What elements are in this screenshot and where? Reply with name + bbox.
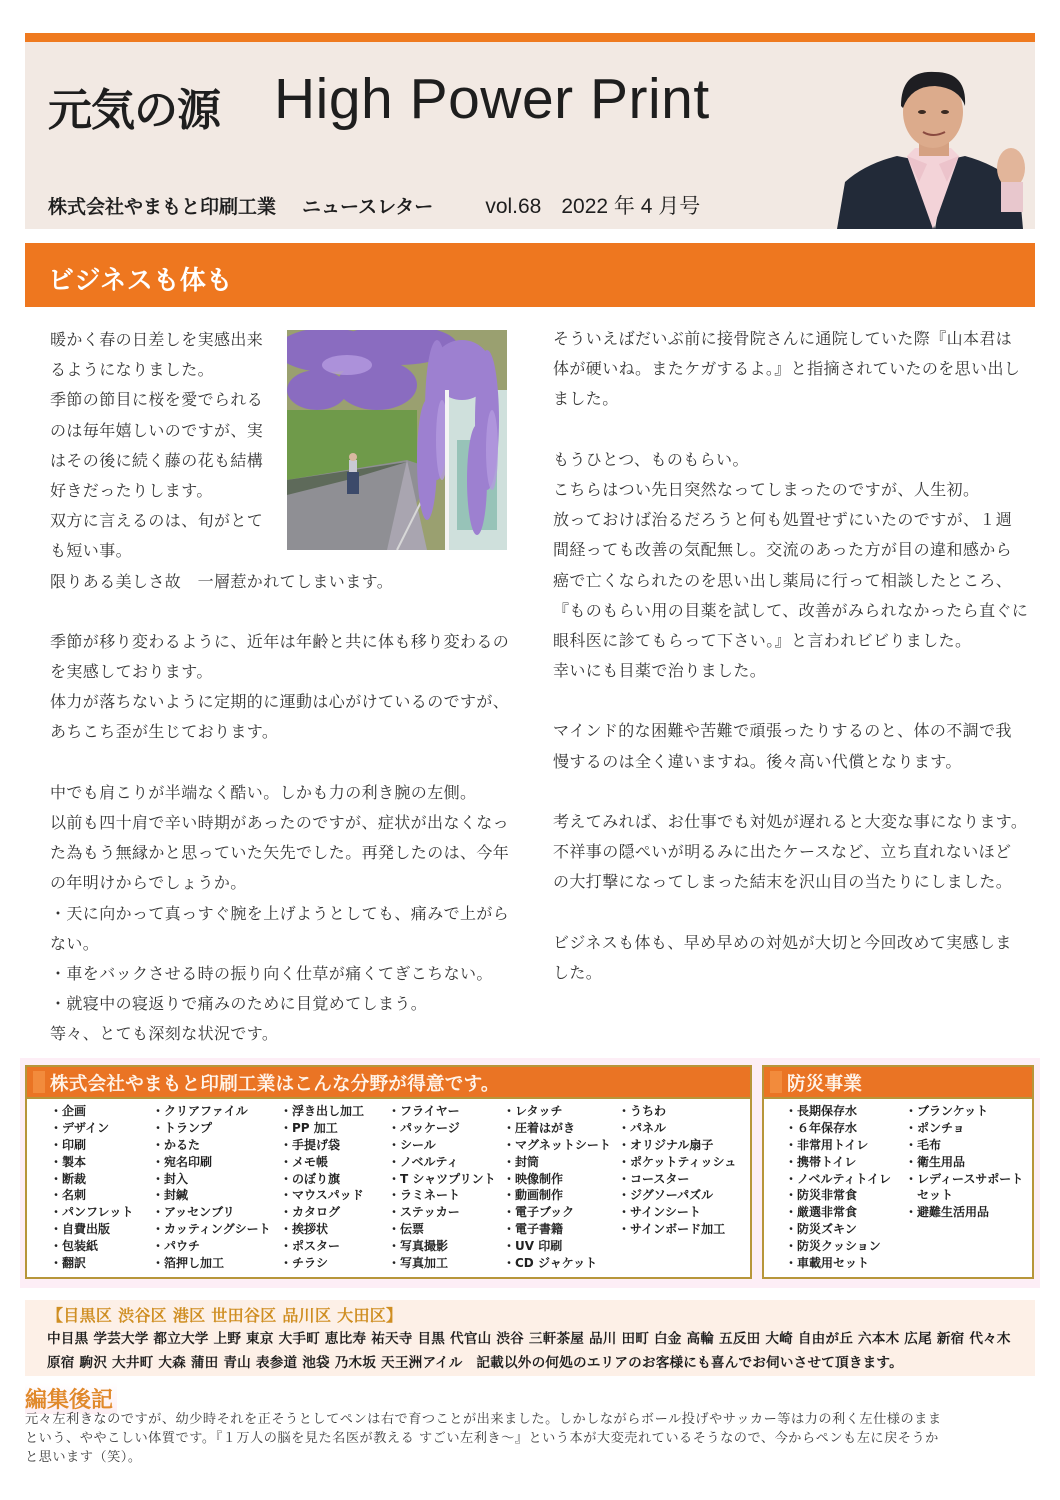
- service-item: ・サインボード加工: [618, 1222, 726, 1237]
- article-text-line: のは毎年嬉しいのですが、実: [50, 420, 264, 440]
- service-item: ・カタログ: [280, 1205, 341, 1220]
- service-item: ・チラシ: [280, 1256, 329, 1271]
- service-item: ・圧着はがき: [503, 1120, 576, 1135]
- services-box: [25, 1065, 752, 1279]
- disaster-item: セット: [905, 1188, 954, 1203]
- service-item: ・のぼり旗: [280, 1171, 341, 1186]
- disaster-item: ・防災クッション: [785, 1239, 881, 1254]
- article-text-line: [50, 748, 520, 778]
- services-title: 株式会社やまもと印刷工業はこんな分野が得意です。: [50, 1074, 500, 1095]
- service-item: ・パウチ: [152, 1239, 201, 1254]
- services-header: [27, 1067, 750, 1099]
- service-item: ・断裁: [50, 1171, 87, 1186]
- article-text-line: ビジネスも体も、早め早めの対処が大切と今回改めて実感しま: [553, 932, 1012, 952]
- article-text-line: の年明けからでしょうか。: [50, 873, 247, 893]
- article-text-line: 不祥事の隠ぺいが明るみに出たケースなど、立ち直れないほど: [553, 842, 1012, 862]
- article-text-line: [50, 597, 520, 627]
- service-item: ・宛名印刷: [152, 1154, 213, 1169]
- service-item: ・写真加工: [388, 1256, 449, 1271]
- service-item: ・マウスパッド: [280, 1188, 364, 1203]
- service-item: ・写真撮影: [388, 1239, 449, 1254]
- disaster-item: ・長期保存水: [785, 1104, 858, 1118]
- service-item: ・ポケットティッシュ: [618, 1154, 737, 1169]
- service-item: ・かるた: [152, 1137, 201, 1152]
- service-item: ・パッケージ: [388, 1120, 460, 1135]
- article-text-line: 放っておけば治るだろうと何も処置せずにいたのですが、１週: [553, 510, 1013, 530]
- service-item: ・UV 印刷: [503, 1239, 563, 1254]
- article-text-line: 間経っても改善の気配無し。交流のあった方が目の違和感から: [553, 540, 1013, 560]
- article-text-line: そういえばだいぶ前に接骨院さんに通院していた際『山本君は: [553, 329, 1013, 348]
- author-portrait-image: [835, 64, 1035, 229]
- masthead-subtitle: [48, 190, 700, 220]
- service-item: ・マグネットシート: [503, 1137, 611, 1152]
- disaster-item: ・レディースサポート: [905, 1171, 1024, 1186]
- article-text-line: 体が硬いね。またケガするよ。』と指摘されていたのを思い出し: [553, 359, 1021, 379]
- article-text-line: 眼科医に診てもらって下さい。』と言われビビりました。: [553, 630, 972, 650]
- article-text-line: 限りある美しさ故 一層惹かれてしまいます。: [50, 571, 394, 591]
- service-item: ・T シャツプリント: [388, 1171, 496, 1186]
- postscript-text-line: 元々左利きなのですが、幼少時それを正そうとしてペンは右で育つことが出来ました。しかしながらボール投げやサッカー等は力の利く左仕様のまま: [25, 1412, 942, 1427]
- service-item: ・印刷: [50, 1137, 87, 1152]
- service-item: ・コースター: [618, 1171, 690, 1186]
- service-item: ・映像制作: [503, 1171, 564, 1186]
- service-item: ・メモ帳: [280, 1154, 329, 1169]
- article-text-line: 好きだったりします。: [50, 480, 213, 500]
- article-text-line: [553, 415, 1033, 445]
- volume-number: vol.68: [485, 195, 542, 218]
- article-text-line: を実感しております。: [50, 662, 213, 682]
- article-text-line: 癌で亡くなられたのを思い出し薬局に行って相談したところ、: [553, 570, 1013, 590]
- article-text-line: した。: [553, 962, 603, 982]
- article-text-line: ・就寝中の寝返りで痛みのために目覚めてしまう。: [50, 994, 428, 1014]
- service-item: ・トランプ: [152, 1120, 213, 1135]
- disaster-item: ・衛生用品: [905, 1154, 966, 1169]
- disaster-item: ・防災非常食: [785, 1188, 858, 1203]
- service-item: ・デザイン: [50, 1120, 110, 1135]
- services-column: [280, 1103, 364, 1272]
- postscript-text-line: という、ややこしい体質です。『１万人の脳を見た名医が教える すごい左利き〜』という本が大変売れているそうなので、今からペンも左に戻そうか: [25, 1431, 939, 1446]
- services-column: [503, 1103, 611, 1272]
- article-text-line: こちらはつい先日突然なってしまったのですが、人生初。: [553, 479, 980, 499]
- article-text-line: ・車をバックさせる時の振り向く仕草が痛くてぎこちない。: [50, 963, 493, 983]
- disaster-title: 防災事業: [787, 1074, 863, 1095]
- article-text-line: 等々、とても深刻な状況です。: [50, 1024, 279, 1044]
- service-item: ・レタッチ: [503, 1104, 563, 1118]
- company-name: 株式会社やまもと印刷工業: [48, 196, 277, 218]
- service-item: ・電子書籍: [503, 1222, 564, 1237]
- disaster-item: ・携帯トイレ: [785, 1154, 857, 1169]
- disaster-item: ・ノベルティトイレ: [785, 1171, 891, 1186]
- service-item: ・サインシート: [618, 1205, 701, 1220]
- service-item: ・動画制作: [503, 1188, 564, 1203]
- masthead: [25, 42, 1035, 229]
- services-column: [152, 1103, 271, 1272]
- service-item: ・パネル: [618, 1120, 667, 1135]
- article-text-line: も短い事。: [50, 541, 133, 561]
- disaster-column: [785, 1103, 891, 1272]
- article-text-line: [553, 686, 1033, 716]
- postscript-text-line: と思います（笑）。: [25, 1450, 142, 1465]
- article-text-line: はその後に続く藤の花も結構: [50, 450, 264, 470]
- disaster-item: ・非常用トイレ: [785, 1137, 869, 1152]
- service-area-title: 【目黒区 渋谷区 港区 世田谷区 品川区 大田区】: [47, 1306, 403, 1325]
- service-area-box: [25, 1300, 1035, 1376]
- article-text-line: 双方に言えるのは、旬がとて: [50, 511, 264, 531]
- article-text-line: マインド的な困難や苦難で頑張ったりするのと、体の不調で我: [553, 721, 1012, 741]
- service-item: ・シール: [388, 1137, 436, 1152]
- service-item: ・ステッカー: [388, 1205, 460, 1220]
- service-item: ・PP 加工: [280, 1120, 338, 1135]
- disaster-item: ・防災ズキン: [785, 1222, 857, 1237]
- article-text-line: あちこち歪が生じております。: [50, 722, 279, 742]
- service-item: ・オリジナル扇子: [618, 1137, 714, 1152]
- article-text-line: もうひとつ、ものもらい。: [553, 449, 749, 469]
- article-text-line: [553, 777, 1033, 807]
- article-title: ビジネスも体も: [48, 266, 233, 296]
- service-item: ・ポスター: [280, 1239, 341, 1254]
- service-item: ・手提げ袋: [280, 1137, 341, 1152]
- services-column: [50, 1103, 133, 1272]
- services-column: [388, 1103, 496, 1272]
- service-item: ・パンフレット: [50, 1205, 134, 1220]
- article-text-line: 考えてみれば、お仕事でも対処が遅れると大変な事になります。: [553, 812, 1028, 831]
- article-text-line: た為もう無縁かと思っていた矢先でした。再発したのは、今年: [50, 843, 510, 863]
- service-area-list: 中目黒 学芸大学 都立大学 上野 東京 大手町 恵比寿 祐天寺 目黒 代官山 渋谷 三軒茶屋 品川 田町 白金 高輪 五反田 大崎 自由が丘 六本木 広尾 新宿 代々木: [47, 1331, 1011, 1347]
- service-item: ・ラミネート: [388, 1188, 461, 1203]
- disaster-services-box: [762, 1065, 1034, 1279]
- article-text-line: るようになりました。: [50, 360, 215, 380]
- service-item: ・伝票: [388, 1222, 425, 1237]
- article-text-line: ・天に向かって真っすぐ腕を上げようとしても、痛みで上がら: [50, 903, 510, 923]
- service-item: ・自費出版: [50, 1222, 111, 1237]
- service-item: ・ジグソーパズル: [618, 1188, 714, 1203]
- article-text-line: 慢するのは全く違いますね。後々高い代償となります。: [553, 751, 962, 771]
- disaster-item: ・車載用セット: [785, 1256, 870, 1271]
- article-text-line: 幸いにも目薬で治りました。: [553, 661, 767, 681]
- postscript-title: 編集後記: [25, 1383, 117, 1414]
- article-text-line: 以前も四十肩で辛い時期があったのですが、症状が出なくなっ: [50, 813, 510, 832]
- service-item: ・フライヤー: [388, 1104, 460, 1118]
- wisteria-photo-image: [287, 330, 507, 550]
- disaster-header: [764, 1067, 1032, 1099]
- article-banner: [25, 243, 1035, 307]
- service-item: ・箔押し加工: [152, 1256, 225, 1271]
- disaster-item: ・厳選非常食: [785, 1205, 858, 1220]
- service-item: ・浮き出し加工: [280, 1104, 365, 1118]
- service-item: ・アッセンブリ: [152, 1205, 235, 1220]
- service-item: ・名刺: [50, 1188, 87, 1203]
- service-item: ・クリアファイル: [152, 1104, 248, 1118]
- article-text-line: ない。: [50, 933, 100, 953]
- header-accent-block: [770, 1071, 782, 1093]
- disaster-column: [905, 1103, 1023, 1221]
- header-accent-block: [33, 1071, 45, 1093]
- service-item: ・カッティングシート: [152, 1222, 271, 1237]
- article-text-line: の大打撃になってしまった結末を沢山目の当たりにしました。: [553, 872, 1013, 892]
- service-item: ・封筒: [503, 1154, 540, 1169]
- service-area-note: 原宿 駒沢 大井町 大森 蒲田 青山 表参道 池袋 乃木坂 天王洲アイル 記載以外の何処のエリアのお客様にも喜んでお伺いさせて頂きます。: [47, 1355, 903, 1371]
- service-item: ・包装紙: [50, 1239, 99, 1254]
- disaster-item: ・毛布: [905, 1137, 942, 1152]
- service-item: ・ノベルティ: [388, 1154, 459, 1169]
- article-text-line: [553, 898, 1033, 928]
- masthead-title-jp: 元気の源: [48, 85, 220, 136]
- service-item: ・製本: [50, 1154, 87, 1169]
- service-item: ・企画: [50, 1104, 87, 1118]
- disaster-item: ・避難生活用品: [905, 1205, 990, 1220]
- service-item: ・うちわ: [618, 1104, 667, 1118]
- service-item: ・挨拶状: [280, 1222, 329, 1237]
- article-text-line: ました。: [553, 389, 619, 409]
- article-text-line: 『ものもらい用の目薬を試して、改善がみられなかったら直ぐに: [553, 600, 1029, 620]
- service-item: ・翻訳: [50, 1256, 87, 1271]
- disaster-item: ・ポンチョ: [905, 1120, 965, 1135]
- newsletter-label: ニュースレター: [302, 196, 434, 218]
- article-text-line: 中でも肩こりが半端なく酷い。しかも力の利き腕の左側。: [50, 782, 477, 802]
- service-item: ・CD ジャケット: [503, 1256, 598, 1271]
- masthead-title-en: High Power Print: [274, 67, 710, 131]
- article-text-line: 暖かく春の日差しを実感出来: [50, 330, 264, 349]
- article-text-line: 季節の節目に桜を愛でられる: [50, 390, 264, 410]
- article-text-line: 体力が落ちないように定期的に運動は心がけているのですが、: [50, 692, 510, 712]
- services-column: [618, 1103, 736, 1238]
- postscript-body: [25, 1410, 1037, 1467]
- article-text-line: 季節が移り変わるように、近年は年齢と共に体も移り変わるの: [50, 631, 510, 651]
- service-item: ・電子ブック: [503, 1205, 575, 1220]
- article-right-column: [553, 324, 1033, 988]
- issue-date: 2022 年 4 月号: [561, 195, 701, 218]
- disaster-item: ・６年保存水: [785, 1120, 858, 1135]
- service-item: ・封入: [152, 1171, 189, 1186]
- disaster-item: ・ブランケット: [905, 1104, 989, 1118]
- top-accent-bar: [25, 33, 1035, 42]
- service-item: ・封緘: [152, 1188, 189, 1203]
